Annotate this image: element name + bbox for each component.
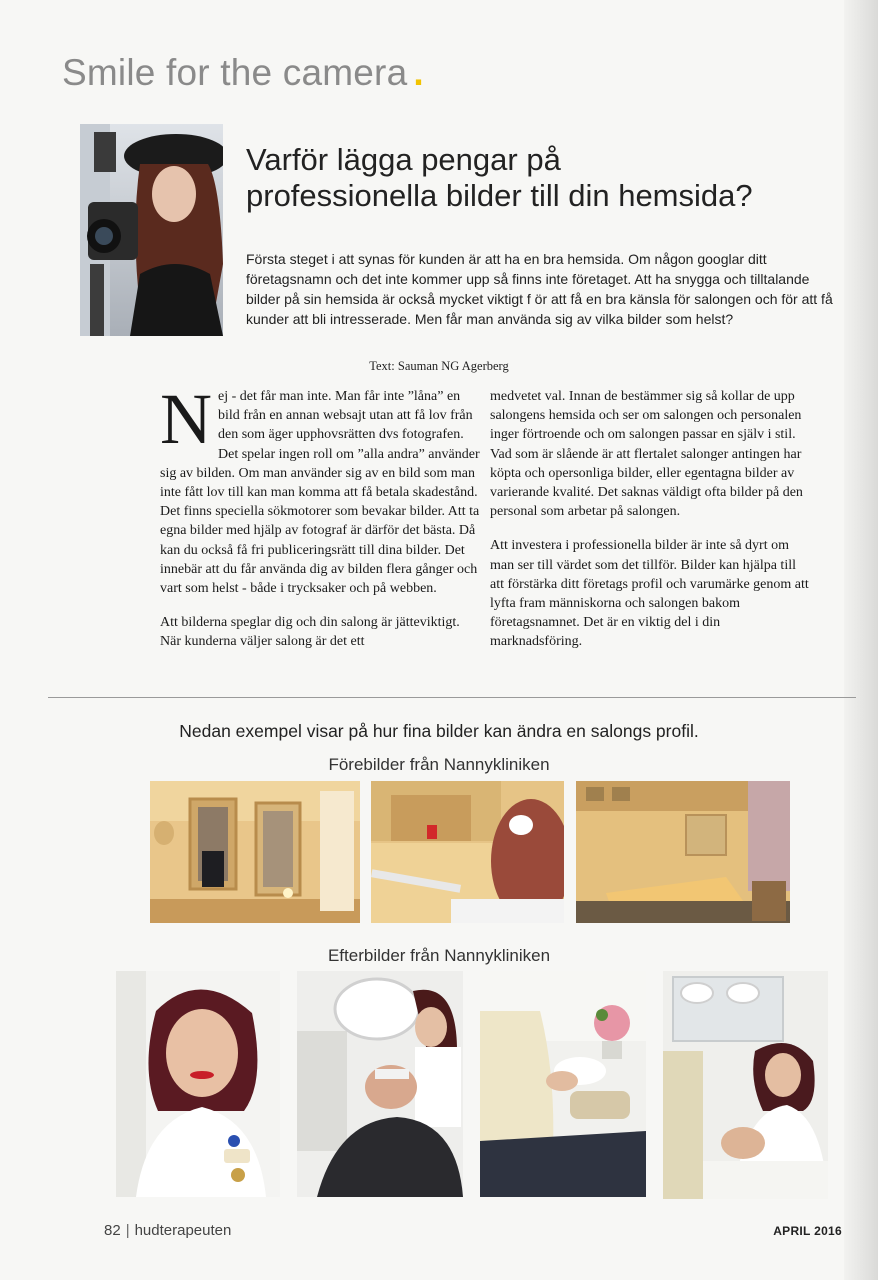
body-column-left [160, 379, 480, 667]
body-paragraph-1-text: ej - det får man inte. Man får inte ”låna” en bild från en annan websajt utan att få lov från den som äger upphovsrätten dvs fotografen. Det spelar ingen roll om ”alla andra” använder sig av bilden. Om man använder sig av en bild som man inte fått lov till kan man komma att få betala skadestånd. Det finns speciella sökmotorer som bevakar bilder. Att ta egna bilder med hjälp av fotograf är därför det bästa. Då kan du också få fri publiceringsrätt till dina bilder. Det innebär att du får använda dig av bilden flera gånger och vart som helst - både i trycksaker och på webben. [160, 389, 480, 597]
before-photo-salon-room [150, 781, 360, 923]
before-photo-facial-treatment [371, 781, 564, 923]
footer-separator: | [125, 1222, 130, 1239]
byline: Text: Sauman NG Agerberg [369, 359, 509, 373]
accent-dot: . [413, 52, 424, 93]
section-title [62, 52, 424, 94]
article-headline [246, 142, 846, 214]
page-edge-shadow [844, 0, 878, 1280]
after-photo-relaxing-client [480, 971, 646, 1197]
section-divider [48, 697, 856, 698]
headline-line-2: professionella bilder till din hemsida? [246, 178, 753, 213]
body-paragraph-1 [160, 379, 480, 598]
section-title-text: Smile for the camera [62, 52, 408, 93]
examples-intro: Nedan exempel visar på hur fina bilder kan ändra en salongs profil. [179, 721, 699, 741]
article-lead: Första steget i att synas för kunden är att ha en bra hemsida. Om någon googlar ditt företagsnamn och det inte kommer upp så finns inte företaget. Att ha snygga och tilltalande bilder på sin hemsida är också mycket viktigt f ör att få en bra känsla för salongen och för att få kunder att bli intresserade. Men får man använda sig av vilka bilder som helst? [246, 251, 833, 327]
body-paragraph-3: medvetet val. Innan de bestämmer sig så kollar de upp salongens hemsida och ser om salongen och personalen inger förtroende och om salongen passar en själv i stil. Vad som är slående är att flertalet salonger antingen har köpta och opersonliga bilder, eller egentagna bilder av varierande kvalité. Det saknas väldigt ofta bilder på den personal som arbetar på salongen. [490, 389, 803, 520]
body-column-right [490, 387, 810, 667]
page-number: 82 [104, 1222, 121, 1239]
photographer-portrait-photo [80, 124, 223, 336]
drop-cap: N [160, 379, 212, 459]
headline-line-1: Varför lägga pengar på [246, 142, 561, 177]
before-photos-caption: Förebilder från Nannykliniken [328, 755, 550, 774]
magazine-name: hudterapeuten [134, 1222, 232, 1239]
after-photo-staff-portrait [116, 971, 280, 1197]
after-photo-facial-treatment-man [297, 971, 463, 1197]
issue-date: APRIL 2016 [773, 1224, 842, 1238]
after-photo-beautician-at-work [663, 971, 828, 1199]
body-paragraph-2: Att bilderna speglar dig och din salong är jätteviktigt. När kunderna väljer salong är det ett [160, 615, 460, 650]
before-photo-treatment-room [576, 781, 790, 923]
after-photos-caption: Efterbilder från Nannykliniken [327, 946, 551, 965]
body-paragraph-4: Att investera i professionella bilder är inte så dyrt om man ser till värdet som det tillför. Bilder kan hjälpa till att förstärka ditt företags profil och varumärke genom att lyfta fram människorna och salongen bakom företagsnamnet. Det är en viktig del i din marknadsföring. [490, 538, 809, 650]
page-footer-left [104, 1222, 231, 1239]
